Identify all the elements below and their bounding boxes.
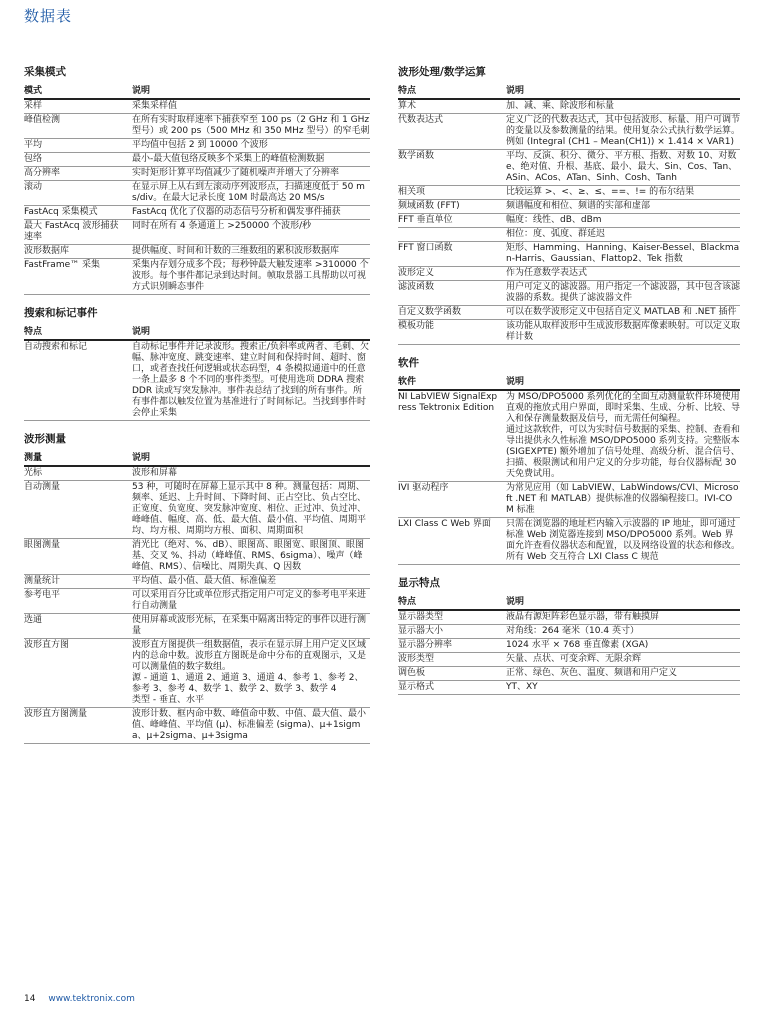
row-label: 显示器大小 [398,625,506,639]
page-footer [24,994,135,1004]
row-description: 在所有实时取样速率下捕获窄至 100 ps（2 GHz 和 1 GHz 型号）或 200 ps（500 MHz 和 350 MHz 型号）的窄毛刺 [132,114,370,139]
table-row [398,114,740,150]
section-title: 波形测量 [24,433,66,445]
row-description: 液晶有源矩阵彩色显示器，带有触摸屏 [506,610,740,625]
row-label: 滤波函数 [398,281,506,306]
row-label: 高分辨率 [24,167,132,181]
column-header: 说明 [506,596,740,610]
row-description: 频谱幅度和相位、频谱的实部和虚部 [506,200,740,214]
row-description: 采集内存划分成多个段；每秒钟最大触发速率 >310000 个波形。每个事件都记录到达时间。帧取景器工具帮助以可视方式识别瞬态事件 [132,259,370,295]
row-label: 包络 [24,153,132,167]
table-row [24,114,370,139]
table-header-row [398,376,740,390]
row-label: 峰值检测 [24,114,132,139]
row-label: 波形直方图 [24,639,132,708]
row-label: 选通 [24,614,132,639]
row-label: 调色板 [398,667,506,681]
table-row [24,340,370,421]
column-header: 特点 [398,596,506,610]
row-label: 显示器分辨率 [398,639,506,653]
table-row [398,99,740,114]
row-description: 实时矩形计算平均值减少了随机噪声并增大了分辨率 [132,167,370,181]
table-header-row [24,326,370,340]
spec-table [398,85,740,345]
table-row [398,267,740,281]
row-description: 可以采用百分比或单位形式指定用户可定义的参考电平来进行自动测量 [132,589,370,614]
row-description: 最小-最大值包络反映多个采集上的峰值检测数据 [132,153,370,167]
row-label: IVI 驱动程序 [398,482,506,518]
row-label [398,228,506,242]
left-section-2 [24,433,370,744]
row-description: 只需在浏览器的地址栏内输入示波器的 IP 地址，即可通过标准 Web 浏览器连接到 MSO/DPO5000 系列。Web 界面允许查看仪器状态和配置，以及网络设置的状态和修改。所有 Web 交互符合 LXI Class C 规范 [506,518,740,565]
row-description: 作为任意数学表达式 [506,267,740,281]
table-row [398,200,740,214]
table-row [24,220,370,245]
section-title: 采集模式 [24,66,66,78]
row-description: 矢量、点状、可变余辉、无限余辉 [506,653,740,667]
table-row [398,150,740,186]
row-label: 自动测量 [24,481,132,539]
table-row [24,167,370,181]
row-description: 在显示屏上从右到左滚动序列波形点，扫描速度低于 50 ms/div。在最大记录长度 10M 时最高达 20 MS/s [132,181,370,206]
row-description: 消光比（绝对、%、dB）、眼图高、眼图宽、眼图顶、眼图基、交叉 %、抖动（峰峰值、RMS、6sigma）、噪声（峰峰值、RMS）、信噪比、周期失真、Q 因数 [132,539,370,575]
row-label: 眼图测量 [24,539,132,575]
column-header: 模式 [24,85,132,99]
row-label: 波形类型 [398,653,506,667]
section-title: 波形处理/数学运算 [398,66,486,78]
row-label: 自动搜索和标记 [24,340,132,421]
row-description: 相位：度、弧度、群延迟 [506,228,740,242]
column-header: 说明 [132,326,370,340]
right-section-2 [398,577,740,695]
row-label: 数学函数 [398,150,506,186]
left-column [24,66,370,756]
table-row [24,708,370,744]
right-column [398,66,740,707]
row-label: 平均 [24,139,132,153]
row-description: 正常、绿色、灰色、温度、频谱和用户定义 [506,667,740,681]
section-title: 显示特点 [398,577,440,589]
table-row [398,242,740,267]
row-description: 提供幅度、时间和计数的三维数组的累积波形数据库 [132,245,370,259]
row-label: FFT 窗口函数 [398,242,506,267]
section-title: 搜索和标记事件 [24,307,98,319]
row-label: 自定义数学函数 [398,306,506,320]
table-row [24,614,370,639]
table-row [398,390,740,482]
row-description: 该功能从取样波形中生成波形数据库像素映射。可以定义取样计数 [506,320,740,345]
table-row [398,518,740,565]
table-row [24,99,370,114]
row-label: 滚动 [24,181,132,206]
right-section-1 [398,357,740,565]
footer-url-link[interactable]: www.tektronix.com [48,994,135,1004]
row-label: 光标 [24,466,132,481]
row-description: 自动标记事件并记录波形。搜索正/负斜率或两者、毛刺、欠幅、脉冲宽度、跳变速率、建立时间和保持时间、超时、窗口，或者查找任何逻辑或状态码型，4 条模拟通道中的任意一条上最多 8 个不同的事件类型。可使用选项 DDRA 搜索 DDR 读或写突发脉冲。事件表总结了找到的所有事件。所有事件都以触发位置为基准进行了时间标记。当找到事件时会停止采集 [132,340,370,421]
table-row [398,610,740,625]
row-label: 采样 [24,99,132,114]
table-row [398,667,740,681]
row-description: 波形和屏幕 [132,466,370,481]
table-row [24,481,370,539]
row-label: 测量统计 [24,575,132,589]
row-label: 算术 [398,99,506,114]
row-label: 模板功能 [398,320,506,345]
row-label: 波形直方图测量 [24,708,132,744]
row-description: 幅度：线性、dB、dBm [506,214,740,228]
table-row [398,186,740,200]
table-row [398,320,740,345]
row-label: FFT 垂直单位 [398,214,506,228]
row-label: 显示格式 [398,681,506,695]
column-header: 测量 [24,452,132,466]
table-header-row [398,85,740,99]
column-header: 说明 [132,452,370,466]
table-row [24,181,370,206]
row-label: FastFrame™ 采集 [24,259,132,295]
section-title: 软件 [398,357,419,369]
table-header-row [398,596,740,610]
spec-table [398,376,740,565]
table-row [398,639,740,653]
row-description: 平均、反演、积分、微分、平方根、指数、对数 10、对数 e、绝对值、升根、基底、最小、最大、Sin、Cos、Tan、ASin、ACos、ATan、Sinh、Cosh、Tanh [506,150,740,186]
row-label: NI LabVIEW SignalExpress Tektronix Edition [398,390,506,482]
row-label: 波形定义 [398,267,506,281]
spec-table [24,452,370,744]
row-description: 为常见应用（如 LabVIEW、LabWindows/CVI、Microsoft .NET 和 MATLAB）提供标准的仪器编程接口。IVI-COM 标准 [506,482,740,518]
row-label: 代数表达式 [398,114,506,150]
table-row [398,482,740,518]
column-header: 说明 [506,376,740,390]
row-label: 最大 FastAcq 波形捕获速率 [24,220,132,245]
row-description: FastAcq 优化了仪器的动态信号分析和偶发事件捕获 [132,206,370,220]
row-description: 比较运算 >、<、≥、≤、==、!= 的布尔结果 [506,186,740,200]
row-label: 频域函数 (FFT) [398,200,506,214]
table-row [24,575,370,589]
page-number: 14 [24,994,36,1004]
table-row [398,681,740,695]
column-header: 特点 [398,85,506,99]
table-row [24,466,370,481]
spec-table [24,326,370,421]
table-row [398,228,740,242]
row-description: 对角线：264 毫米（10.4 英寸） [506,625,740,639]
table-row [24,639,370,708]
table-row [24,153,370,167]
row-label: 相关项 [398,186,506,200]
table-row [24,539,370,575]
row-description: 用户可定义的滤波器。用户指定一个滤波器，其中包含该滤波器的系数。提供了滤波器文件 [506,281,740,306]
row-description: 可以在数学波形定义中包括自定义 MATLAB 和 .NET 插件 [506,306,740,320]
row-description: 同时在所有 4 条通道上 >250000 个波形/秒 [132,220,370,245]
left-section-0 [24,66,370,295]
page-header-title: 数据表 [24,7,73,25]
spec-table [24,85,370,295]
column-header: 软件 [398,376,506,390]
table-header-row [24,452,370,466]
table-row [398,281,740,306]
row-description: 采集采样值 [132,99,370,114]
table-header-row [24,85,370,99]
row-description: 53 种，可随时在屏幕上显示其中 8 种。测量包括：周期、频率、延迟、上升时间、下降时间、正占空比、负占空比、正宽度、负宽度、突发脉冲宽度、相位、正过冲、负过冲、峰峰值、幅度、高、低、最大值、最小值、平均值、周期平均、均方根、周期均方根、面积、周期面积 [132,481,370,539]
row-description: 为 MSO/DPO5000 系列优化的全面互动测量软件环境使用直观的拖放式用户界面，即时采集、生成、分析、比较、导入和保存测量数据及信号，而无需任何编程。 通过这款软件，可以为实时信号数据的采集、控制、查看和导出提供永久性标准 MSO/DPO5000 系列支持。完整版本 (SIGEXPTE) 额外增加了信号处理、高级分析、混合信号、扫描、极限测试和用户定义的分步功能，每台仪器标配 30 天免费试用。 [506,390,740,482]
row-description: 矩形、Hamming、Hanning、Kaiser-Bessel、Blackman-Harris、Gaussian、Flattop2、Tek 指数 [506,242,740,267]
row-label: FastAcq 采集模式 [24,206,132,220]
row-description: 定义广泛的代数表达式，其中包括波形、标量、用户可调节的变量以及参数测量的结果。使用复杂公式执行数学运算。 例如 (Integral (CH1 – Mean(CH1)) × 1.414 × VAR1) [506,114,740,150]
table-row [398,625,740,639]
row-description: 平均值、最小值、最大值、标准偏差 [132,575,370,589]
row-description: 1024 水平 × 768 垂直像素 (XGA) [506,639,740,653]
row-label: 显示器类型 [398,610,506,625]
spec-table [398,596,740,695]
table-row [398,214,740,228]
column-header: 特点 [24,326,132,340]
table-row [24,245,370,259]
row-description: 使用屏幕或波形光标，在采集中隔离出特定的事件以进行测量 [132,614,370,639]
row-description: 加、减、乘、除波形和标量 [506,99,740,114]
table-row [398,653,740,667]
table-row [24,206,370,220]
table-row [398,306,740,320]
left-section-1 [24,307,370,421]
row-label: 参考电平 [24,589,132,614]
row-description: 波形计数、框内命中数、峰值命中数、中值、最大值、最小值、峰峰值、平均值 (μ)、标准偏差 (sigma)、μ+1sigma、μ+2sigma、μ+3sigma [132,708,370,744]
row-description: 平均值中包括 2 到 10000 个波形 [132,139,370,153]
column-header: 说明 [506,85,740,99]
column-header: 说明 [132,85,370,99]
table-row [24,259,370,295]
right-section-0 [398,66,740,345]
row-label: LXI Class C Web 界面 [398,518,506,565]
row-description: 波形直方图提供一组数据值，表示在显示屏上用户定义区域内的总命中数。波形直方图既是命中分布的直观图示，又是可以测量值的数字数组。 源 - 通道 1、通道 2、通道 3、通道 4、参考 1、参考 2、参考 3、参考 4、数学 1、数学 2、数学 3、数学 4 类型 - 垂直、水平 [132,639,370,708]
row-description: YT、XY [506,681,740,695]
row-label: 波形数据库 [24,245,132,259]
table-row [24,139,370,153]
table-row [24,589,370,614]
